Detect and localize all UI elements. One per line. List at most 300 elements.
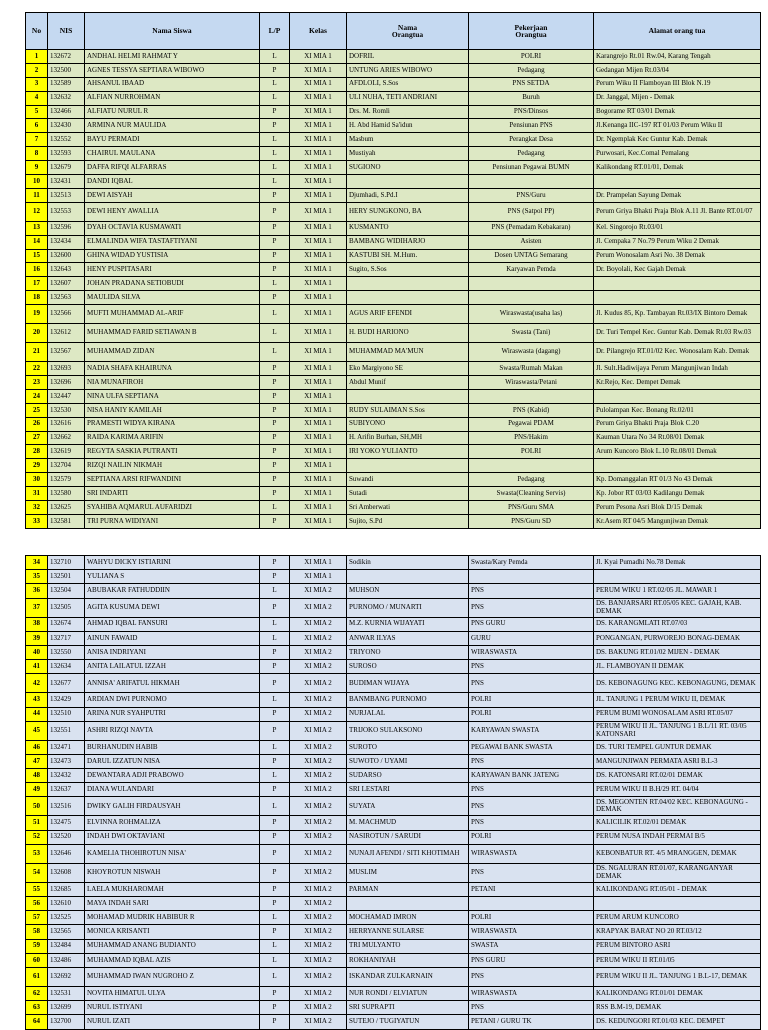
cell-alamat: Kr.Rejo, Kec. Dempet Demak [594, 376, 761, 390]
cell-no: 51 [26, 816, 48, 830]
cell-nama-orangtua: KASTUBI SH. M.Hum. [347, 249, 469, 263]
cell-nama-siswa: MAYA INDAH SARI [85, 897, 260, 911]
cell-no: 22 [26, 362, 48, 376]
cell-nama-siswa: PRAMESTI WIDYA KIRANA [85, 417, 260, 431]
cell-nis: 132429 [48, 693, 85, 707]
cell-nis: 132550 [48, 645, 85, 659]
cell-no: 41 [26, 660, 48, 674]
cell-nama-orangtua: BAMBANG WIDIHARJO [347, 235, 469, 249]
cell-pekerjaan-orangtua: PNS [469, 863, 594, 882]
cell-nama-orangtua: NUR RONDI / ELVIATUN [347, 986, 469, 1000]
cell-nis: 132505 [48, 598, 85, 617]
cell-no: 26 [26, 417, 48, 431]
table-row [26, 501, 761, 515]
cell-nama-siswa: SRI INDARTI [85, 487, 260, 501]
header-kelas: Kelas [290, 13, 347, 50]
cell-alamat: Kr.Asem RT 04/5 Mangunjiwan Demak [594, 514, 761, 528]
table-row [26, 403, 761, 417]
cell-nis: 132685 [48, 882, 85, 896]
cell-alamat: Karangrejo Rt.01 Rw.04, Karang Tengah [594, 50, 761, 64]
table-row [26, 816, 761, 830]
cell-kelas: XI MIA 2 [290, 967, 347, 986]
cell-nama-siswa: GHINA WIDAD YUSTISIA [85, 249, 260, 263]
cell-alamat [594, 897, 761, 911]
cell-nama-orangtua: SUWOTO / UYAMI [347, 754, 469, 768]
table-row [26, 431, 761, 445]
cell-pekerjaan-orangtua: Swasta/Rumah Makan [469, 362, 594, 376]
cell-alamat [594, 389, 761, 403]
cell-no: 59 [26, 939, 48, 953]
cell-nama-siswa: YULIANA S [85, 570, 260, 584]
cell-pekerjaan-orangtua: PNS [469, 674, 594, 693]
cell-nis: 132566 [48, 305, 85, 324]
cell-nama-orangtua: TRIJOKO SULAKSONO [347, 721, 469, 740]
cell-kelas: XI MIA 1 [290, 221, 347, 235]
cell-pekerjaan-orangtua: WIRASWASTA [469, 844, 594, 863]
table-row [26, 417, 761, 431]
cell-nama-siswa: HENY PUSPITASARI [85, 263, 260, 277]
cell-no: 35 [26, 570, 48, 584]
cell-nama-orangtua: UNTUNG ARIES WIBOWO [347, 63, 469, 77]
cell-pekerjaan-orangtua: PNS/Dinsos [469, 105, 594, 119]
cell-pekerjaan-orangtua: PNS SETDA [469, 77, 594, 91]
cell-no: 38 [26, 617, 48, 631]
table-row [26, 863, 761, 882]
cell-kelas: XI MIA 2 [290, 925, 347, 939]
table-row [26, 721, 761, 740]
cell-kelas: XI MIA 1 [290, 77, 347, 91]
cell-alamat: DS. NGALURAN RT.01/07, KARANGANYAR DEMAK [594, 863, 761, 882]
cell-lp: P [260, 473, 290, 487]
cell-lp: L [260, 91, 290, 105]
cell-lp: P [260, 882, 290, 896]
cell-no: 62 [26, 986, 48, 1000]
cell-alamat [594, 277, 761, 291]
cell-kelas: XI MIA 2 [290, 598, 347, 617]
cell-lp: P [260, 221, 290, 235]
cell-nis: 132699 [48, 1001, 85, 1015]
table-row [26, 175, 761, 189]
cell-kelas: XI MIA 2 [290, 740, 347, 754]
cell-alamat: PERUM WIKU II RT.01/05 [594, 953, 761, 967]
cell-pekerjaan-orangtua [469, 277, 594, 291]
cell-nis: 132447 [48, 389, 85, 403]
cell-kelas: XI MIA 2 [290, 769, 347, 783]
cell-alamat: Kalikondang RT.01/01, Demak [594, 161, 761, 175]
cell-nis: 132634 [48, 660, 85, 674]
cell-nama-siswa: LAELA MUKHAROMAH [85, 882, 260, 896]
cell-pekerjaan-orangtua: Swasta/Kary Pemda [469, 556, 594, 570]
table-row [26, 1015, 761, 1029]
cell-alamat: JL. FLAMBOYAN II DEMAK [594, 660, 761, 674]
cell-lp: L [260, 797, 290, 816]
cell-nama-orangtua: SUYATA [347, 797, 469, 816]
cell-lp: P [260, 754, 290, 768]
table-row [26, 105, 761, 119]
cell-nis: 132646 [48, 844, 85, 863]
table-row [26, 925, 761, 939]
cell-kelas: XI MIA 1 [290, 188, 347, 202]
cell-nama-orangtua: H. Arifin Burhan, SH,MH [347, 431, 469, 445]
cell-kelas: XI MIA 2 [290, 939, 347, 953]
table-row [26, 263, 761, 277]
table-row [26, 707, 761, 721]
cell-pekerjaan-orangtua: PNS/Guru SD [469, 514, 594, 528]
cell-kelas: XI MIA 2 [290, 911, 347, 925]
cell-nama-orangtua: TRIYONO [347, 645, 469, 659]
cell-no: 39 [26, 631, 48, 645]
cell-kelas: XI MIA 1 [290, 175, 347, 189]
cell-nama-siswa: NINA ULFA SEPTIANA [85, 389, 260, 403]
cell-no: 7 [26, 133, 48, 147]
cell-no: 13 [26, 221, 48, 235]
cell-no: 11 [26, 188, 48, 202]
cell-lp: P [260, 105, 290, 119]
cell-nis: 132473 [48, 754, 85, 768]
header-nama-orangtua: Nama Orangtua [347, 13, 469, 50]
cell-nama-orangtua: MUSLIM [347, 863, 469, 882]
cell-nama-siswa: DEWI AISYAH [85, 188, 260, 202]
cell-nama-orangtua: SRI LESTARI [347, 783, 469, 797]
cell-alamat: Dr. Prampelan Sayung Demak [594, 188, 761, 202]
cell-nama-orangtua: Sodikin [347, 556, 469, 570]
cell-nis: 132552 [48, 133, 85, 147]
cell-pekerjaan-orangtua: PNS/Guru SMA [469, 501, 594, 515]
cell-lp: L [260, 343, 290, 362]
cell-kelas: XI MIA 2 [290, 897, 347, 911]
table-row [26, 235, 761, 249]
cell-pekerjaan-orangtua [469, 175, 594, 189]
table-row [26, 389, 761, 403]
cell-kelas: XI MIA 1 [290, 105, 347, 119]
cell-alamat: Dr. Boyolali, Kec Gajah Demak [594, 263, 761, 277]
cell-alamat: PERUM BUMI WONOSALAM ASRI RT.05/07 [594, 707, 761, 721]
cell-lp: P [260, 783, 290, 797]
cell-kelas: XI MIA 1 [290, 417, 347, 431]
cell-nama-siswa: MOHAMAD MUDRIK HABIBUR R [85, 911, 260, 925]
cell-kelas: XI MIA 2 [290, 721, 347, 740]
cell-lp: P [260, 721, 290, 740]
cell-nama-orangtua: RUDY SULAIMAN S.Sos [347, 403, 469, 417]
cell-nis: 132484 [48, 939, 85, 953]
cell-alamat: Kp. Jobor RT 03/03 Kadilangu Demak [594, 487, 761, 501]
cell-lp: L [260, 967, 290, 986]
cell-pekerjaan-orangtua: Dosen UNTAG Semarang [469, 249, 594, 263]
cell-alamat: Jl. Kyai Pumadhi No.78 Demak [594, 556, 761, 570]
cell-nama-orangtua: Masbum [347, 133, 469, 147]
cell-pekerjaan-orangtua: Karyawan Pemda [469, 263, 594, 277]
cell-alamat: Perum Griya Bhakti Praja Blok A.11 Jl. Bante RT.01/07 [594, 202, 761, 221]
cell-no: 43 [26, 693, 48, 707]
cell-alamat: Gedangan Mijen Rt.03/04 [594, 63, 761, 77]
cell-no: 46 [26, 740, 48, 754]
cell-kelas: XI MIA 1 [290, 249, 347, 263]
cell-nama-orangtua [347, 389, 469, 403]
cell-nis: 132471 [48, 740, 85, 754]
cell-nama-siswa: DARUL IZZATUN NISA [85, 754, 260, 768]
cell-nama-siswa: JOHAN PRADANA SETIOBUDI [85, 277, 260, 291]
cell-no: 40 [26, 645, 48, 659]
cell-no: 24 [26, 389, 48, 403]
cell-alamat: DS. KEDUNGORI RT.01/03 KEC. DEMPET [594, 1015, 761, 1029]
cell-nama-orangtua: MUHAMMAD MA'MUN [347, 343, 469, 362]
table-row [26, 487, 761, 501]
cell-nama-orangtua: Sri Amberwati [347, 501, 469, 515]
cell-lp: L [260, 161, 290, 175]
cell-nama-siswa: ASHRI RIZQI NAVTA [85, 721, 260, 740]
cell-nis: 132637 [48, 783, 85, 797]
cell-alamat: DS. KEBONAGUNG KEC. KEBONAGUNG, DEMAK [594, 674, 761, 693]
cell-kelas: XI MIA 2 [290, 863, 347, 882]
cell-nama-orangtua: IRI YOKO YULIANTO [347, 445, 469, 459]
cell-pekerjaan-orangtua: PNS (Satpol PP) [469, 202, 594, 221]
cell-nis: 132579 [48, 473, 85, 487]
cell-pekerjaan-orangtua: PNS [469, 783, 594, 797]
table-row [26, 459, 761, 473]
cell-pekerjaan-orangtua: WIRASWASTA [469, 645, 594, 659]
student-table-part-2 [25, 555, 761, 1030]
cell-pekerjaan-orangtua: PNS [469, 797, 594, 816]
cell-nis: 132710 [48, 556, 85, 570]
table-row [26, 953, 761, 967]
cell-nis: 132580 [48, 487, 85, 501]
cell-no: 25 [26, 403, 48, 417]
cell-alamat: DS. MEGONTEN RT.04/02 KEC. KEBONAGUNG - DEMAK [594, 797, 761, 816]
cell-alamat: DS. KATONSARI RT.02/01 DEMAK [594, 769, 761, 783]
cell-lp: P [260, 417, 290, 431]
cell-lp: P [260, 645, 290, 659]
table-row [26, 376, 761, 390]
cell-no: 47 [26, 754, 48, 768]
cell-no: 8 [26, 147, 48, 161]
cell-nis: 132565 [48, 925, 85, 939]
cell-nama-siswa: TRI PURNA WIDIYANI [85, 514, 260, 528]
cell-nis: 132696 [48, 376, 85, 390]
table-row [26, 473, 761, 487]
cell-alamat [594, 459, 761, 473]
cell-pekerjaan-orangtua: POLRI [469, 707, 594, 721]
table-row [26, 63, 761, 77]
cell-kelas: XI MIA 1 [290, 403, 347, 417]
table-row [26, 343, 761, 362]
cell-nama-siswa: RIZQI NAILIN NIKMAH [85, 459, 260, 473]
cell-pekerjaan-orangtua: WIRASWASTA [469, 925, 594, 939]
cell-nama-siswa: AGITA KUSUMA DEWI [85, 598, 260, 617]
cell-kelas: XI MIA 1 [290, 147, 347, 161]
cell-kelas: XI MIA 1 [290, 376, 347, 390]
cell-lp: P [260, 897, 290, 911]
cell-nama-siswa: AINUN FAWAID [85, 631, 260, 645]
cell-nis: 132531 [48, 986, 85, 1000]
cell-nis: 132530 [48, 403, 85, 417]
cell-nama-siswa: ANDHAL HELMI RAHMAT Y [85, 50, 260, 64]
header-alamat: Alamat orang tua [594, 13, 761, 50]
table-row [26, 249, 761, 263]
cell-alamat: Bogorame RT 03/01 Demak [594, 105, 761, 119]
cell-nis: 132513 [48, 188, 85, 202]
cell-lp: P [260, 514, 290, 528]
cell-nama-orangtua: Eko Margiyono SE [347, 362, 469, 376]
cell-lp: P [260, 830, 290, 844]
cell-alamat: Dr. Ngemplak Kec Guntur Kab. Demak [594, 133, 761, 147]
cell-nama-siswa: DWIKY GALIH FIRDAUSYAH [85, 797, 260, 816]
cell-no: 45 [26, 721, 48, 740]
cell-no: 54 [26, 863, 48, 882]
cell-alamat: DS. KARANGMLATI RT.07/03 [594, 617, 761, 631]
cell-lp: P [260, 362, 290, 376]
cell-alamat: Perum Wonosalam Asri No. 38 Demak [594, 249, 761, 263]
cell-alamat: JL. TANJUNG 1 PERUM WIKU II, DEMAK [594, 693, 761, 707]
cell-alamat: KRAPYAK BARAT NO 20 RT.03/12 [594, 925, 761, 939]
cell-nis: 132632 [48, 91, 85, 105]
cell-no: 33 [26, 514, 48, 528]
cell-kelas: XI MIA 2 [290, 707, 347, 721]
cell-nama-orangtua: NASIROTUN / SARUDI [347, 830, 469, 844]
cell-no: 3 [26, 77, 48, 91]
cell-no: 61 [26, 967, 48, 986]
cell-no: 42 [26, 674, 48, 693]
cell-nis: 132677 [48, 674, 85, 693]
cell-alamat [594, 175, 761, 189]
cell-kelas: XI MIA 1 [290, 556, 347, 570]
cell-nama-orangtua [347, 897, 469, 911]
cell-alamat: Dr. Turi Tempel Kec. Guntur Kab. Demak Rt.03 Rw.03 [594, 324, 761, 343]
cell-kelas: XI MIA 1 [290, 161, 347, 175]
cell-nama-orangtua: M.Z. KURNIA WIJAYATI [347, 617, 469, 631]
cell-lp: P [260, 202, 290, 221]
cell-no: 49 [26, 783, 48, 797]
cell-nama-siswa: SEPTIANA ARSI RIFWANDINI [85, 473, 260, 487]
cell-pekerjaan-orangtua: Pedagang [469, 63, 594, 77]
cell-no: 52 [26, 830, 48, 844]
cell-kelas: XI MIA 1 [290, 459, 347, 473]
cell-lp: L [260, 305, 290, 324]
cell-nis: 132581 [48, 514, 85, 528]
cell-no: 29 [26, 459, 48, 473]
cell-nis: 132500 [48, 63, 85, 77]
cell-nama-siswa: KHOYROTUN NISWAH [85, 863, 260, 882]
cell-lp: P [260, 487, 290, 501]
header-pekerjaan-orangtua: Pekerjaan Orangtua [469, 13, 594, 50]
cell-lp: L [260, 911, 290, 925]
cell-nis: 132616 [48, 417, 85, 431]
cell-lp: P [260, 660, 290, 674]
cell-nama-siswa: ELMALINDA WIFA TASTAFTIYANI [85, 235, 260, 249]
cell-nis: 132625 [48, 501, 85, 515]
cell-nama-orangtua [347, 459, 469, 473]
cell-nis: 132466 [48, 105, 85, 119]
cell-nama-orangtua [347, 570, 469, 584]
cell-kelas: XI MIA 1 [290, 202, 347, 221]
cell-no: 14 [26, 235, 48, 249]
cell-lp: L [260, 324, 290, 343]
cell-no: 37 [26, 598, 48, 617]
cell-lp: P [260, 291, 290, 305]
cell-lp: P [260, 1001, 290, 1015]
table-row [26, 797, 761, 816]
cell-nama-orangtua: M. MACHMUD [347, 816, 469, 830]
cell-nis: 132700 [48, 1015, 85, 1029]
cell-alamat: RSS B.M-19, DEMAK [594, 1001, 761, 1015]
cell-nama-siswa: DAFFA RIFQI ALFARRAS [85, 161, 260, 175]
cell-alamat: PONGANGAN, PURWOREJO BONAG-DEMAK [594, 631, 761, 645]
cell-nis: 132600 [48, 249, 85, 263]
cell-kelas: XI MIA 1 [290, 445, 347, 459]
cell-kelas: XI MIA 1 [290, 119, 347, 133]
cell-no: 57 [26, 911, 48, 925]
cell-no: 2 [26, 63, 48, 77]
cell-nama-siswa: ABUBAKAR FATHUDDIIN [85, 584, 260, 598]
cell-no: 5 [26, 105, 48, 119]
cell-nis: 132520 [48, 830, 85, 844]
cell-nama-orangtua: SUROTO [347, 740, 469, 754]
cell-nama-siswa: ARDIAN DWI PURNOMO [85, 693, 260, 707]
cell-nama-orangtua: TRI MULYANTO [347, 939, 469, 953]
cell-nama-siswa: MUHAMMAD IQBAL AZIS [85, 953, 260, 967]
cell-nama-orangtua: SUGIONO [347, 161, 469, 175]
cell-kelas: XI MIA 1 [290, 431, 347, 445]
table-row [26, 161, 761, 175]
cell-alamat: Perum Griya Bhakti Praja Blok C.20 [594, 417, 761, 431]
cell-nama-siswa: NURUL ISTIYANI [85, 1001, 260, 1015]
table-row [26, 1001, 761, 1015]
table-row [26, 645, 761, 659]
header-nis: NIS [48, 13, 85, 50]
cell-pekerjaan-orangtua: Pegawai PDAM [469, 417, 594, 431]
cell-nama-orangtua: BANMBANG PURNOMO [347, 693, 469, 707]
cell-kelas: XI MIA 2 [290, 631, 347, 645]
cell-pekerjaan-orangtua [469, 570, 594, 584]
cell-no: 36 [26, 584, 48, 598]
cell-alamat [594, 291, 761, 305]
cell-alamat: Jl. Sult.Hadiwijaya Perum Mangunjiwan Indah [594, 362, 761, 376]
cell-no: 30 [26, 473, 48, 487]
header-no: No [26, 13, 48, 50]
cell-nama-siswa: ANISA INDRIYANI [85, 645, 260, 659]
cell-no: 63 [26, 1001, 48, 1015]
cell-pekerjaan-orangtua: Pedagang [469, 147, 594, 161]
cell-nis: 132717 [48, 631, 85, 645]
cell-nama-siswa: DYAH OCTAVIA KUSMAWATI [85, 221, 260, 235]
cell-kelas: XI MIA 2 [290, 953, 347, 967]
table-row [26, 291, 761, 305]
cell-lp: P [260, 119, 290, 133]
cell-nama-orangtua: ULI NUHA, TETI ANDRIANI [347, 91, 469, 105]
table-row [26, 202, 761, 221]
cell-alamat: PERUM WIKU 1 RT.02/05 JL. MAWAR 1 [594, 584, 761, 598]
cell-kelas: XI MIA 1 [290, 514, 347, 528]
cell-nis: 132608 [48, 863, 85, 882]
cell-nama-siswa: REGYTA SASKIA PUTRANTI [85, 445, 260, 459]
cell-lp: P [260, 570, 290, 584]
cell-nis: 132593 [48, 147, 85, 161]
header-lp: L/P [260, 13, 290, 50]
cell-nis: 132662 [48, 431, 85, 445]
cell-kelas: XI MIA 2 [290, 797, 347, 816]
cell-lp: P [260, 63, 290, 77]
cell-nama-siswa: ARINA NUR SYAHPUTRI [85, 707, 260, 721]
cell-lp: L [260, 631, 290, 645]
table-row [26, 119, 761, 133]
table-row [26, 147, 761, 161]
cell-nama-orangtua: BUDIMAN WIJAYA [347, 674, 469, 693]
cell-nama-orangtua [347, 175, 469, 189]
cell-lp: L [260, 50, 290, 64]
cell-alamat: Dr. Janggal, Mijen - Demak [594, 91, 761, 105]
cell-kelas: XI MIA 1 [290, 362, 347, 376]
cell-lp: L [260, 939, 290, 953]
table-body-1 [26, 50, 761, 529]
